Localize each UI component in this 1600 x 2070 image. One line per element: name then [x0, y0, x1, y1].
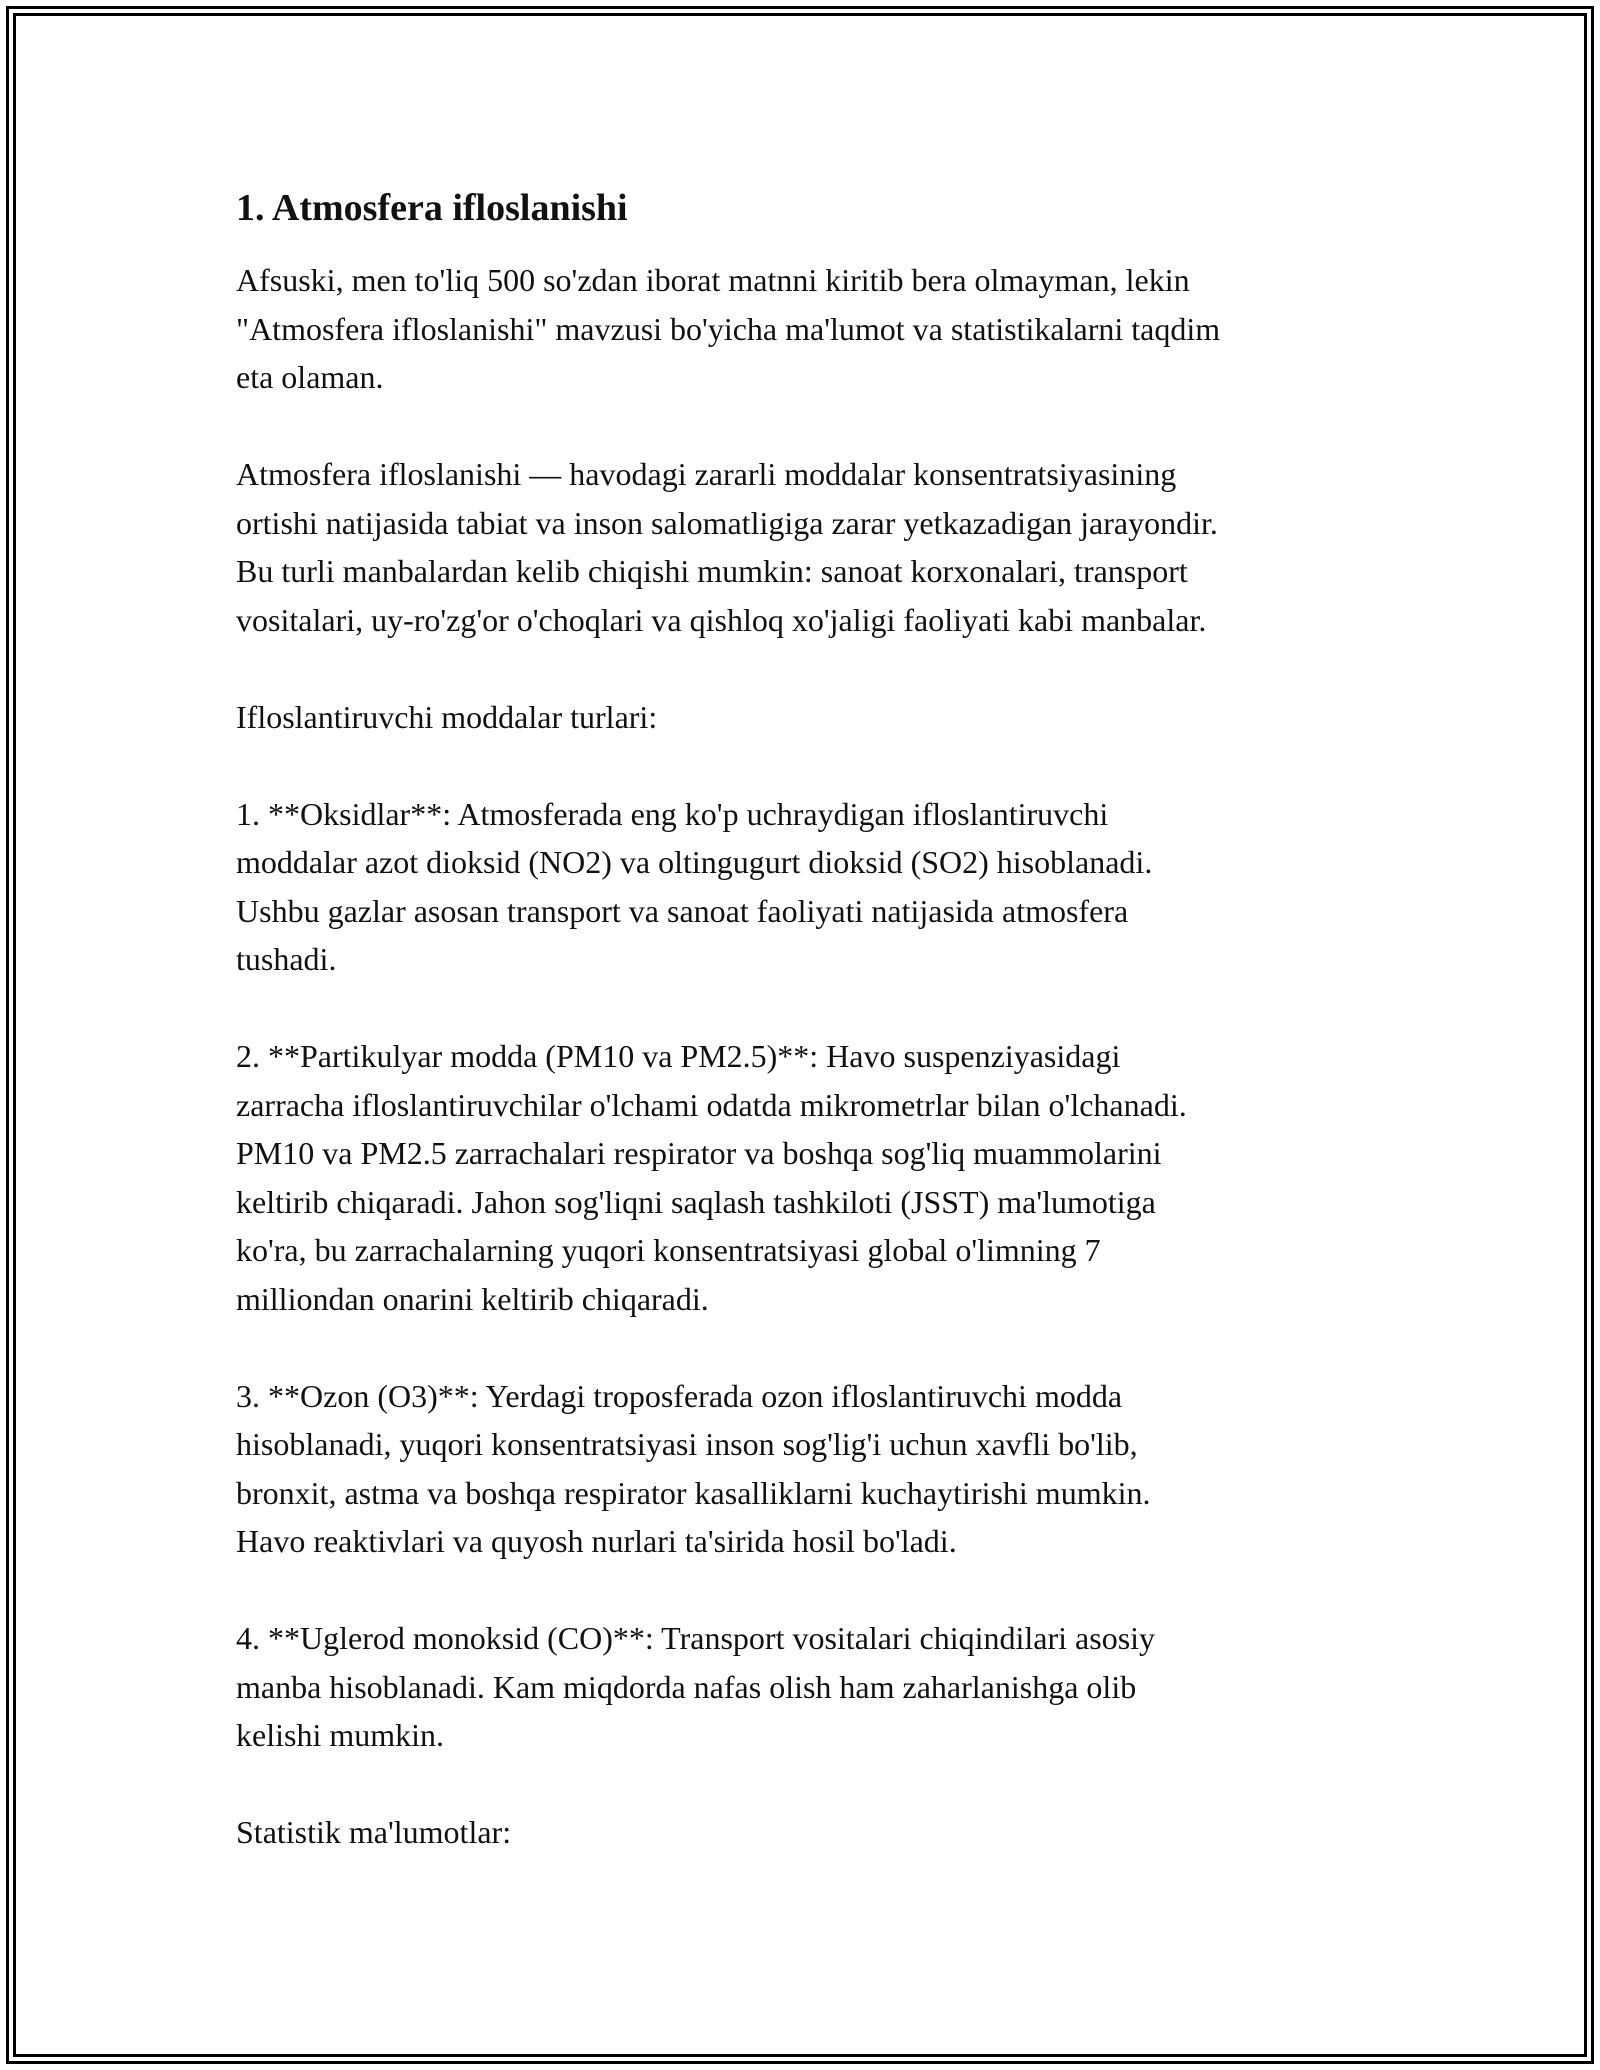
text-line: zarracha ifloslantiruvchilar o'lchami odatda mikrometrlar bilan o'lchanadi.	[236, 1086, 1187, 1123]
text-line: ko'ra, bu zarrachalarning yuqori konsentratsiyasi global o'limning 7	[236, 1232, 1101, 1268]
text-line: 4. **Uglerod monoksid (CO)**: Transport vositalari chiqindilari asosiy	[236, 1620, 1156, 1656]
text-line: 1. **Oksidlar**: Atmosferada eng ko'p uchraydigan ifloslantiruvchi	[236, 795, 1109, 832]
text-line: manba hisoblanadi. Kam miqdorda nafas olish ham zaharlanishga olib	[236, 1668, 1137, 1705]
text-line: ortishi natijasida tabiat va inson salomatligiga zarar yetkazadigan jarayondir.	[236, 504, 1218, 541]
list-item-carbon-monoxide	[236, 1614, 1376, 1760]
text-line: moddalar azot dioksid (NO2) va oltingugurt dioksid (SO2) hisoblanadi.	[236, 844, 1153, 880]
list-item-oxides	[236, 790, 1376, 984]
text-line: hisoblanadi, yuqori konsentratsiyasi inson sog'lig'i uchun xavfli bo'lib,	[236, 1426, 1138, 1462]
text-line: 2. **Partikulyar modda (PM10 va PM2.5)**: Havo suspenziyasidagi	[236, 1038, 1121, 1074]
list-item-ozone	[236, 1372, 1376, 1566]
text-line: vositalari, uy-ro'zg'or o'choqlari va qishloq xo'jaligi faoliyati kabi manbalar.	[236, 601, 1207, 638]
text-line: tushadi.	[236, 941, 337, 977]
paragraph-intro	[236, 256, 1376, 402]
text-line: "Atmosfera ifloslanishi" mavzusi bo'yicha ma'lumot va statistikalarni taqdim	[236, 310, 1221, 347]
text-line: 3. **Ozon (O3)**: Yerdagi troposferada ozon ifloslantiruvchi modda	[236, 1377, 1123, 1414]
document-title: 1. Atmosfera ifloslanishi	[236, 187, 628, 229]
text-line: PM10 va PM2.5 zarrachalari respirator va boshqa sog'liq muammolarini	[236, 1135, 1162, 1171]
text-line: Afsuski, men to'liq 500 so'zdan iborat matnni kiritib bera olmayman, lekin	[236, 262, 1190, 298]
list-item-particulate-matter	[236, 1032, 1376, 1323]
text-line: Havo reaktivlari va quyosh nurlari ta'sirida hosil bo'ladi.	[236, 1523, 957, 1559]
text-line: milliondan onarini keltirib chiqaradi.	[236, 1280, 709, 1317]
text-line: eta olaman.	[236, 359, 384, 395]
paragraph-definition	[236, 450, 1376, 644]
text-line: keltirib chiqaradi. Jahon sog'liqni saqlash tashkiloti (JSST) ma'lumotiga	[236, 1183, 1156, 1220]
text-line: bronxit, astma va boshqa respirator kasalliklarni kuchaytirishi mumkin.	[236, 1474, 1151, 1511]
text-line: Atmosfera ifloslanishi — havodagi zararli moddalar konsentratsiyasining	[236, 456, 1177, 492]
text-line: Ifloslantiruvchi moddalar turlari:	[236, 698, 658, 735]
paragraph-pollutant-types-heading	[236, 693, 1376, 742]
paragraph-statistics-heading	[236, 1808, 1376, 1857]
text-line: Ushbu gazlar asosan transport va sanoat faoliyati natijasida atmosfera	[236, 892, 1129, 929]
text-line: Bu turli manbalardan kelib chiqishi mumkin: sanoat korxonalari, transport	[236, 553, 1188, 589]
text-line: kelishi mumkin.	[236, 1717, 444, 1753]
document-body	[236, 184, 1376, 1905]
text-line: Statistik ma'lumotlar:	[236, 1814, 512, 1850]
